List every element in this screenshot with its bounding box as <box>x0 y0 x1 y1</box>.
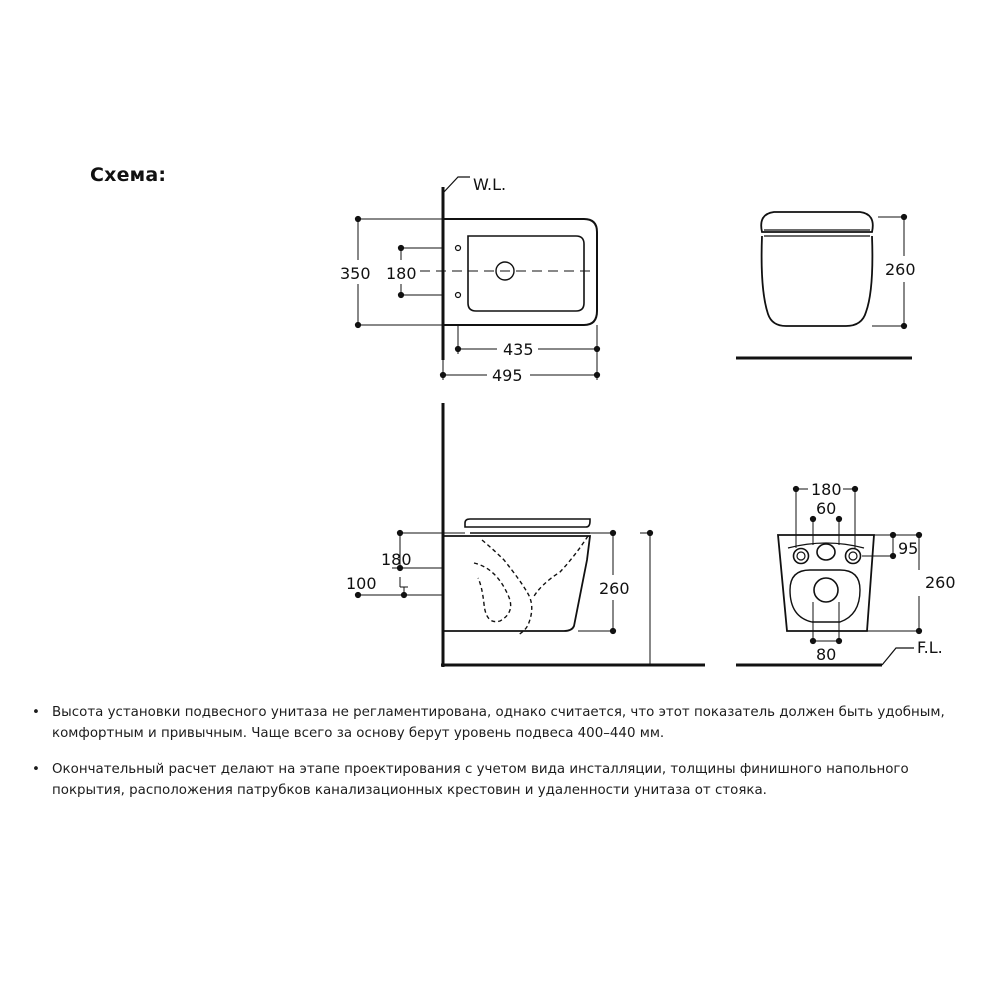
wall-label-leader <box>443 177 470 193</box>
dim-95 <box>860 532 896 558</box>
bowl-body <box>762 236 873 326</box>
dim-95-label: 95 <box>898 539 919 558</box>
dim-180-side-label: 180 <box>381 550 412 569</box>
dim-260-side-label: 260 <box>599 579 630 598</box>
dim-60-label: 60 <box>816 499 837 518</box>
mount-hole-bottom <box>456 293 461 298</box>
rear-mount-hole-left <box>794 549 809 564</box>
dim-100-label: 100 <box>346 574 377 593</box>
dim-495-label: 495 <box>492 366 523 385</box>
wall-line-label: W.L. <box>473 175 507 194</box>
bowl-side <box>443 536 590 631</box>
note-item <box>28 759 978 801</box>
bullet-icon: • <box>32 762 40 777</box>
rear-outlet <box>814 578 838 602</box>
notes-list <box>28 702 978 816</box>
trapway-inner-side <box>482 540 532 635</box>
trapway-outlet-side <box>533 536 588 598</box>
dim-180-label-top: 180 <box>386 264 417 283</box>
side-view <box>355 403 705 667</box>
trapway-side <box>474 563 511 622</box>
dim-180-rear-label: 180 <box>811 480 842 499</box>
dim-350-label: 350 <box>340 264 371 283</box>
bowl-inner-rim <box>468 236 584 311</box>
dim-80 <box>810 602 841 644</box>
rear-mount-hole-right <box>846 549 861 564</box>
dim-435-label: 435 <box>503 340 534 359</box>
dim-60 <box>810 516 841 545</box>
seat-side <box>465 519 590 527</box>
dim-80-label: 80 <box>816 645 837 664</box>
seat-lid <box>761 212 873 232</box>
floor-label-leader <box>882 648 914 665</box>
note-item <box>28 702 978 744</box>
mount-hole-top <box>456 246 461 251</box>
front-view <box>736 212 912 358</box>
dim-260-rear-label: 260 <box>925 573 956 592</box>
rear-mount-hole-right-inner <box>849 552 857 560</box>
note-text: Окончательный расчет делают на этапе проектирования с учетом вида инсталляции, толщины финишного напольного покрытия, расположения патрубков канализационных крестовин и удаленности унитаза от стояка. <box>52 762 909 798</box>
rear-inlet <box>817 544 835 560</box>
dim-260-front-label: 260 <box>885 260 916 279</box>
note-text: Высота установки подвесного унитаза не регламентирована, однако считается, что этот показатель должен быть удобным, комфортным и привычным. Чаще всего за основу берут уровень подвеса 400–440 мм. <box>52 705 945 741</box>
bowl-outline <box>443 219 597 325</box>
bullet-icon: • <box>32 705 40 720</box>
floor-line-label: F.L. <box>917 638 943 657</box>
rear-mount-hole-left-inner <box>797 552 805 560</box>
page-title: Схема: <box>90 164 167 186</box>
